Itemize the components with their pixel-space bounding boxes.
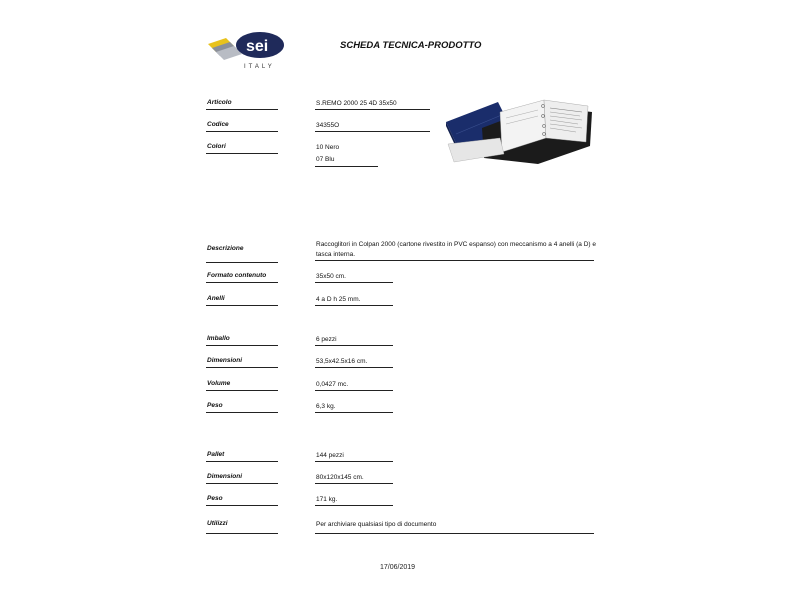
product-image <box>442 98 594 166</box>
utilizzi-label: Utilizzi <box>207 520 228 527</box>
volume-value-underline <box>315 390 393 391</box>
descrizione-value-underline <box>315 260 594 261</box>
pallet-value-underline <box>315 461 393 462</box>
peso-pallet-label-underline <box>206 505 278 506</box>
footer-date: 17/06/2019 <box>380 564 416 571</box>
descrizione-value: Raccoglitori in Colpan 2000 (cartone rivestito in PVC espanso) con meccanismo a 4 anelli (a D) e tasca interna. <box>316 241 596 258</box>
formato-label: Formato contenuto <box>207 272 267 279</box>
document-title: SCHEDA TECNICA-PRODOTTO <box>340 40 482 51</box>
formato-value: 35x50 cm. <box>316 273 346 280</box>
articolo-label: Articolo <box>207 99 232 106</box>
utilizzi-value-underline <box>315 533 594 534</box>
dimensioni-pallet-label-underline <box>206 483 278 484</box>
anelli-value: 4 a D h 25 mm. <box>316 296 361 303</box>
anelli-value-underline <box>315 305 393 306</box>
codice-value-underline <box>315 131 430 132</box>
descrizione-label-underline <box>206 262 278 263</box>
peso-pallet-value-underline <box>315 505 393 506</box>
peso-imballo-value: 6,3 kg. <box>316 403 336 410</box>
articolo-value-underline <box>315 109 430 110</box>
peso-imballo-label: Peso <box>207 402 223 409</box>
articolo-value: S.REMO 2000 25 4D 35x50 <box>316 100 397 107</box>
formato-label-underline <box>206 282 278 283</box>
dimensioni-pallet-label: Dimensioni <box>207 473 243 480</box>
descrizione-label: Descrizione <box>207 245 244 252</box>
codice-label-underline <box>206 131 278 132</box>
peso-imballo-label-underline <box>206 412 278 413</box>
logo-brand: sei <box>246 38 269 55</box>
dimensioni-imballo-label: Dimensioni <box>207 357 243 364</box>
dimensioni-pallet-value-underline <box>315 483 393 484</box>
peso-imballo-value-underline <box>315 412 393 413</box>
imballo-value: 6 pezzi <box>316 336 337 343</box>
pallet-value: 144 pezzi <box>316 452 344 459</box>
dimensioni-pallet-value: 80x120x145 cm. <box>316 474 364 481</box>
anelli-label: Anelli <box>207 295 225 302</box>
volume-label-underline <box>206 390 278 391</box>
colori-label-underline <box>206 153 278 154</box>
utilizzi-label-underline <box>206 533 278 534</box>
volume-value: 0,0427 mc. <box>316 381 349 388</box>
utilizzi-value: Per archiviare qualsiasi tipo di documento <box>316 521 437 528</box>
colori-value-1: 10 Nero <box>316 144 340 151</box>
anelli-label-underline <box>206 305 278 306</box>
pallet-label: Pallet <box>207 451 225 458</box>
volume-label: Volume <box>207 380 231 387</box>
pallet-label-underline <box>206 461 278 462</box>
formato-value-underline <box>315 282 393 283</box>
logo-subtitle: ITALY <box>244 64 275 70</box>
imballo-label: Imballo <box>207 335 230 342</box>
dimensioni-imballo-value: 53,5x42.5x16 cm. <box>316 358 368 365</box>
peso-pallet-label: Peso <box>207 495 223 502</box>
imballo-value-underline <box>315 345 393 346</box>
codice-value: 34355O <box>316 122 340 129</box>
dimensioni-imballo-value-underline <box>315 367 393 368</box>
codice-label: Codice <box>207 121 229 128</box>
articolo-label-underline <box>206 109 278 110</box>
dimensioni-imballo-label-underline <box>206 367 278 368</box>
colori-value-underline <box>315 166 378 167</box>
imballo-label-underline <box>206 345 278 346</box>
colori-value-2: 07 Blu <box>316 156 335 163</box>
colori-label: Colori <box>207 143 226 150</box>
peso-pallet-value: 171 kg. <box>316 496 338 503</box>
